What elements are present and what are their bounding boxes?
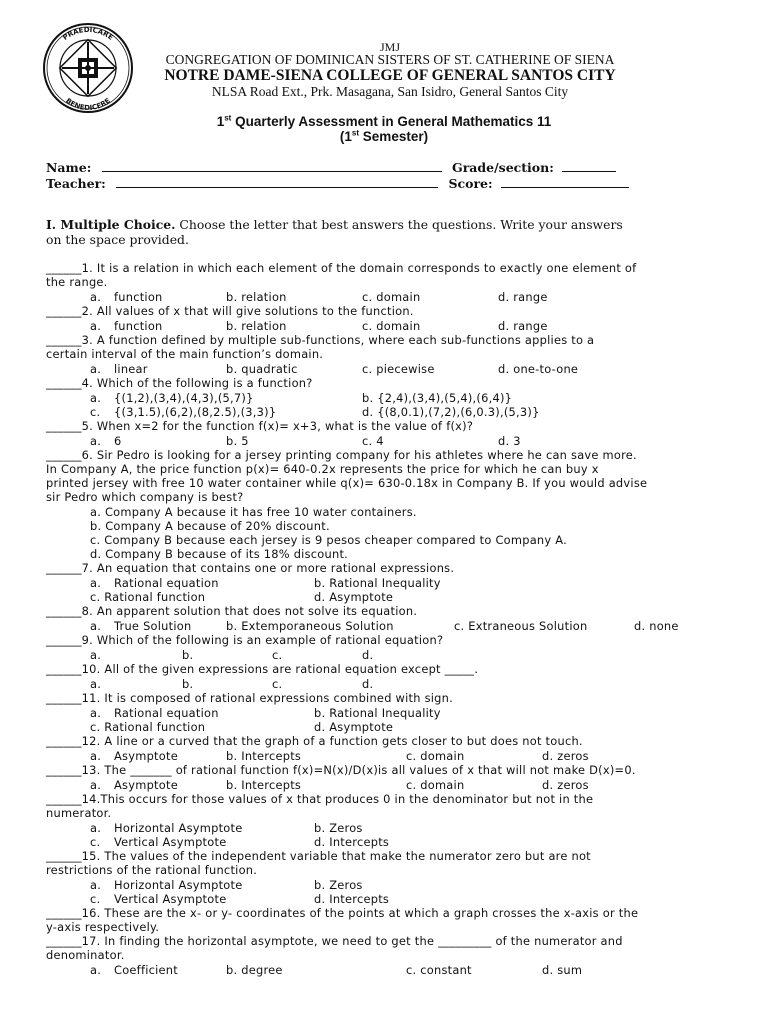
option-letter: a. xyxy=(90,391,102,405)
option-letter: a. xyxy=(90,576,102,590)
option-text: c. Rational function xyxy=(90,720,206,734)
question-continuation xyxy=(46,347,323,361)
score-field[interactable] xyxy=(501,176,629,188)
question-text: numerator. xyxy=(46,806,112,820)
teacher-field[interactable] xyxy=(116,176,438,188)
question-continuation xyxy=(46,476,647,490)
option-text: d. 3 xyxy=(498,434,521,448)
question-text: 13. The _______ of rational function f(x)=N(x)/D(x)is all values of x that will not make D(x)=0. xyxy=(81,763,636,777)
option-text: d. sum xyxy=(542,963,583,977)
option-text: d. Intercepts xyxy=(314,835,390,849)
option-text: c. 4 xyxy=(362,434,384,448)
question-line xyxy=(46,333,594,347)
question-text: denominator. xyxy=(46,948,125,962)
option-text: d. Asymptote xyxy=(314,590,394,604)
question-text: 9. Which of the following is an example of rational equation? xyxy=(81,633,444,647)
question-text: 2. All values of x that will give solutions to the function. xyxy=(81,304,414,318)
option-text: c. domain xyxy=(406,749,465,763)
option-letter: a. xyxy=(90,619,102,633)
question-text: 16. These are the x- or y- coordinates of the points at which a graph crosses the x-axis or the xyxy=(81,906,639,920)
option-letter: a. xyxy=(90,319,102,333)
section-heading: I. Multiple Choice. xyxy=(46,217,176,232)
question-continuation xyxy=(46,806,111,820)
option-text: c. Rational function xyxy=(90,590,206,604)
name-grade-row xyxy=(46,160,616,175)
question-line xyxy=(46,792,593,806)
grade-section-field[interactable] xyxy=(562,160,616,172)
option-text: Horizontal Asymptote xyxy=(114,821,243,835)
answer-blank[interactable]: ______ xyxy=(46,561,82,575)
answer-blank[interactable]: ______ xyxy=(46,333,82,347)
seal-top-text: PRAEDICARE xyxy=(61,25,115,42)
answer-blank[interactable]: ______ xyxy=(46,763,82,777)
instructions-line-1: I. Multiple Choice. Choose the letter that best answers the questions. Write your answers xyxy=(46,217,623,232)
question-line xyxy=(46,906,638,920)
school-name: NOTRE DAME-SIENA COLLEGE OF GENERAL SANTOS CITY xyxy=(164,67,616,84)
school-address: NLSA Road Ext., Prk. Masagana, San Isidro, General Santos City xyxy=(211,84,569,99)
option-text: c. Company B because each jersey is 9 pesos cheaper compared to Company A. xyxy=(90,533,567,547)
option-text: Asymptote xyxy=(114,778,178,792)
question-text: 4. Which of the following is a function? xyxy=(81,376,313,390)
option-text: d. zeros xyxy=(542,778,589,792)
question-line xyxy=(46,734,583,748)
question-continuation xyxy=(46,275,108,289)
semester-label: (1st Semester) xyxy=(339,128,429,144)
answer-blank[interactable]: ______ xyxy=(46,261,82,275)
option-letter: a. xyxy=(90,878,102,892)
option-text: d. zeros xyxy=(542,749,589,763)
answer-blank[interactable]: ______ xyxy=(46,849,82,863)
option-text: b. degree xyxy=(226,963,283,977)
option-text: function xyxy=(114,319,163,333)
teacher-score-row xyxy=(46,176,629,191)
option-text: Asymptote xyxy=(114,749,178,763)
question-text: 10. All of the given expressions are rational equation except _____. xyxy=(81,662,479,676)
option-text: d. Intercepts xyxy=(314,892,390,906)
question-text: certain interval of the main function’s domain. xyxy=(46,347,324,361)
option-text: Horizontal Asymptote xyxy=(114,878,243,892)
option-text: c. Extraneous Solution xyxy=(454,619,588,633)
option-letter: c. xyxy=(90,835,101,849)
option-text: c. domain xyxy=(406,778,465,792)
option-text: b. Company A because of 20% discount. xyxy=(90,519,330,533)
option-text: b. Zeros xyxy=(314,821,363,835)
seal-bottom-text: BENEDICERE xyxy=(64,96,112,113)
option-text: linear xyxy=(114,362,148,376)
jmj-text: JMJ xyxy=(379,40,400,54)
question-text: 5. When x=2 for the function f(x)= x+3, what is the value of f(x)? xyxy=(81,419,474,433)
instructions-line-2: on the space provided. xyxy=(46,232,189,247)
answer-blank[interactable]: ______ xyxy=(46,792,82,806)
question-line xyxy=(46,849,591,863)
question-line xyxy=(46,304,414,318)
question-text: 17. In finding the horizontal asymptote, we need to get the _________ of the numerator and xyxy=(81,934,623,948)
option-letter: c. xyxy=(90,892,101,906)
option-text: c. constant xyxy=(406,963,472,977)
question-line xyxy=(46,691,453,705)
option-letter: a. xyxy=(90,706,102,720)
question-text: 6. Sir Pedro is looking for a jersey printing company for his athletes where he can save more. xyxy=(81,448,637,462)
name-field[interactable] xyxy=(102,160,442,172)
question-text: 1. It is a relation in which each element of the domain corresponds to exactly one element of xyxy=(81,261,637,275)
option-letter: a. xyxy=(90,778,102,792)
question-line xyxy=(46,763,636,777)
answer-blank[interactable]: ______ xyxy=(46,691,82,705)
grade-label: Grade/section: xyxy=(452,160,554,175)
answer-blank[interactable]: ______ xyxy=(46,633,82,647)
option-text: b. Zeros xyxy=(314,878,363,892)
question-text: 14.This occurs for those values of x that produces 0 in the denominator but not in the xyxy=(81,792,594,806)
question-line xyxy=(46,419,473,433)
question-line xyxy=(46,604,417,618)
option-text: c. domain xyxy=(362,290,421,304)
option-text: b. Rational Inequality xyxy=(314,576,441,590)
question-text: restrictions of the rational function. xyxy=(46,863,258,877)
option-text: a. Company A because it has free 10 water containers. xyxy=(90,505,417,519)
option-text: b. Intercepts xyxy=(226,749,302,763)
question-line xyxy=(46,376,313,390)
option-text: a. xyxy=(90,677,102,691)
question-text: 7. An equation that contains one or more rational expressions. xyxy=(81,561,455,575)
option-letter: a. xyxy=(90,963,102,977)
option-text: {(1,2),(3,4),(4,3),(5,7)} xyxy=(114,391,254,405)
question-line xyxy=(46,633,443,647)
answer-blank[interactable]: ______ xyxy=(46,906,82,920)
option-text: True Solution xyxy=(114,619,192,633)
option-text: {(3,1.5),(6,2),(8,2.5),(3,3)} xyxy=(114,405,277,419)
option-text: c. xyxy=(272,677,283,691)
option-text: d. none xyxy=(634,619,679,633)
question-text: 11. It is composed of rational expressions combined with sign. xyxy=(81,691,453,705)
option-text: b. relation xyxy=(226,319,287,333)
congregation-name: CONGREGATION OF DOMINICAN SISTERS OF ST. CATHERINE OF SIENA xyxy=(165,52,615,67)
option-letter: a. xyxy=(90,434,102,448)
question-text: printed jersey with free 10 water container while q(x)= 630-0.18x in Company B. If you would advise xyxy=(46,476,648,490)
option-text: d. Asymptote xyxy=(314,720,394,734)
option-letter: a. xyxy=(90,362,102,376)
option-text: function xyxy=(114,290,163,304)
option-text: d. range xyxy=(498,290,548,304)
option-text: d. xyxy=(362,677,374,691)
option-text: c. xyxy=(272,648,283,662)
assessment-title: 1st Quarterly Assessment in General Mathematics 11 xyxy=(216,113,552,129)
answer-blank[interactable]: ______ xyxy=(46,448,82,462)
question-line xyxy=(46,448,637,462)
option-text: b. xyxy=(182,648,194,662)
option-text: c. domain xyxy=(362,319,421,333)
option-text: b. Rational Inequality xyxy=(314,706,441,720)
question-text: 8. An apparent solution that does not solve its equation. xyxy=(81,604,418,618)
option-text: b. quadratic xyxy=(226,362,298,376)
answer-blank[interactable]: ______ xyxy=(46,376,82,390)
option-text: b. 5 xyxy=(226,434,249,448)
option-text: d. {(8,0.1),(7,2),(6,0.3),(5,3)} xyxy=(362,405,540,419)
option-text: 6 xyxy=(114,434,122,448)
question-line xyxy=(46,662,478,676)
question-line xyxy=(46,934,623,948)
question-text: 3. A function defined by multiple sub-functions, where each sub-functions applies to a xyxy=(81,333,595,347)
teacher-label: Teacher: xyxy=(46,176,106,191)
answer-blank[interactable]: ______ xyxy=(46,734,82,748)
question-continuation xyxy=(46,948,125,962)
option-text: d. range xyxy=(498,319,548,333)
option-text: Rational equation xyxy=(114,576,219,590)
option-text: Vertical Asymptote xyxy=(114,892,227,906)
option-text: d. Company B because of its 18% discount. xyxy=(90,547,349,561)
option-text: b. Intercepts xyxy=(226,778,302,792)
option-text: b. {2,4),(3,4),(5,4),(6,4)} xyxy=(362,391,513,405)
question-text: 12. A line or a curved that the graph of a function gets closer to but does not touch. xyxy=(81,734,583,748)
option-text: Coefficient xyxy=(114,963,178,977)
option-text: d. xyxy=(362,648,374,662)
option-letter: a. xyxy=(90,749,102,763)
question-continuation xyxy=(46,863,257,877)
option-text: d. one-to-one xyxy=(498,362,579,376)
question-text: y-axis respectively. xyxy=(46,920,160,934)
answer-blank[interactable]: ______ xyxy=(46,934,82,948)
option-text: b. xyxy=(182,677,194,691)
question-text: In Company A, the price function p(x)= 640-0.2x represents the price for which he can buy x xyxy=(46,462,599,476)
question-text: sir Pedro which company is best? xyxy=(46,490,244,504)
question-text: 15. The values of the independent variable that make the numerator zero but are not xyxy=(81,849,591,863)
answer-blank[interactable]: ______ xyxy=(46,419,82,433)
option-text: c. piecewise xyxy=(362,362,435,376)
answer-blank[interactable]: ______ xyxy=(46,662,82,676)
question-continuation xyxy=(46,462,599,476)
option-letter: c. xyxy=(90,405,101,419)
school-seal-logo xyxy=(34,20,142,116)
option-letter: a. xyxy=(90,290,102,304)
option-text: Rational equation xyxy=(114,706,219,720)
option-text: b. Extemporaneous Solution xyxy=(226,619,394,633)
question-line xyxy=(46,561,454,575)
option-text: b. relation xyxy=(226,290,287,304)
question-line xyxy=(46,261,636,275)
question-continuation xyxy=(46,920,159,934)
answer-blank[interactable]: ______ xyxy=(46,604,82,618)
score-label: Score: xyxy=(448,176,493,191)
name-label: Name: xyxy=(46,160,92,175)
answer-blank[interactable]: ______ xyxy=(46,304,82,318)
question-continuation xyxy=(46,490,243,504)
question-text: the range. xyxy=(46,275,108,289)
option-text: Vertical Asymptote xyxy=(114,835,227,849)
option-text: a. xyxy=(90,648,102,662)
option-letter: a. xyxy=(90,821,102,835)
